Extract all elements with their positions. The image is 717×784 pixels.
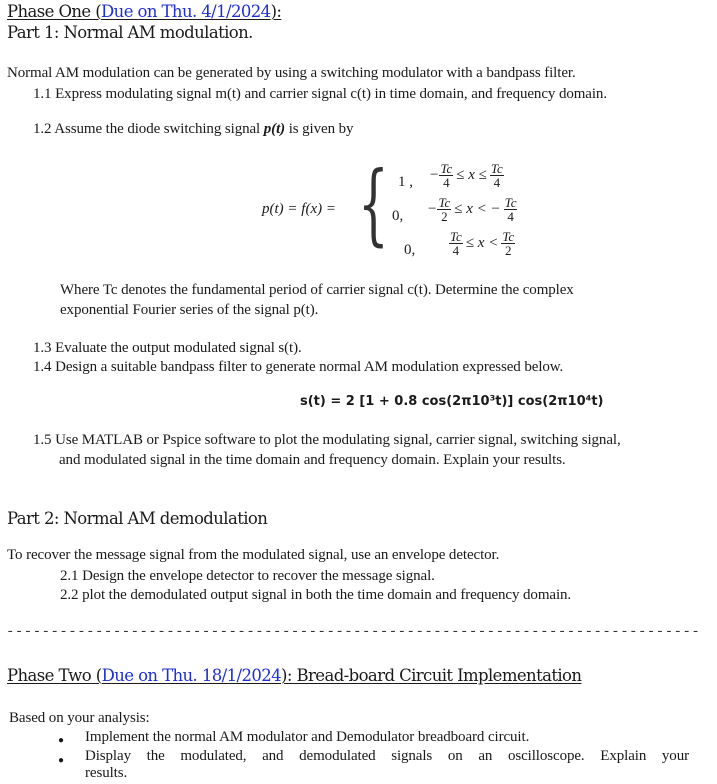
case-value: 0, [392,208,404,224]
fraction-denominator: 4 [493,175,501,190]
fraction [501,230,515,257]
fraction [504,196,518,223]
phase-two-due-date: Due on Thu. 18/1/2024 [101,666,282,685]
part2-intro: To recover the message signal from the modulated signal, use an envelope detector. [7,547,500,563]
equation-brace: { [358,152,389,255]
where-line-2: exponential Fourier series of the signal p(t). [60,302,319,318]
bullet-item-2: Display the modulated, and demodulated signals on an oscilloscope. Explain your [85,748,689,764]
fraction-denominator: 2 [504,243,512,258]
question-1-5-line-1: 1.5 Use MATLAB or Pspice software to plot the modulating signal, carrier signal, switching signal, [33,432,621,448]
case-condition [430,162,505,189]
phase-two-intro: Based on your analysis: [9,710,150,726]
bullet-icon: ● [58,755,65,766]
case-value: 0, [404,242,416,258]
question-1-1: 1.1 Express modulating signal m(t) and carrier signal c(t) in time domain, and frequency domain. [33,86,607,102]
question-2-1: 2.1 Design the envelope detector to recover the message signal. [60,568,435,584]
question-1-2-prefix: 1.2 Assume the diode switching signal [33,121,264,137]
fraction [439,162,453,189]
fraction-denominator: 4 [507,209,514,224]
s-equation: s(t) = 2 [1 + 0.8 cos(2π10³t)] cos(2π10⁴t) [300,394,604,409]
phase-one-heading [7,2,281,21]
where-line-1: Where Tc denotes the fundamental period of carrier signal c(t). Determine the complex [60,282,574,298]
question-1-4: 1.4 Design a suitable bandpass filter to generate normal AM modulation expressed below. [33,359,564,375]
question-2-2: 2.2 plot the demodulated output signal in both the time domain and frequency domain. [60,587,572,603]
dashed-separator: ------------------------------------------------------------------------------ [6,624,701,640]
fraction [490,162,504,189]
phase-one-title-suffix: ): [270,2,282,21]
condition-sign: − [428,200,437,217]
condition-operator: ≤ x < − [454,200,501,217]
fraction-denominator: 4 [452,243,460,258]
fraction-denominator: 4 [443,175,450,190]
part1-intro: Normal AM modulation can be generated by using a switching modulator with a bandpass filter. [7,65,576,81]
question-1-2 [33,121,353,138]
phase-one-title: Phase One ( [7,2,102,21]
case-condition [428,196,518,223]
fraction-numerator: Tc [440,161,453,176]
case-value: 1 , [398,174,413,190]
question-1-5-line-2: and modulated signal in the time domain and frequency domain. Explain your results. [59,452,566,468]
condition-sign: − [430,166,439,183]
part2-title: Part 2: Normal AM demodulation [7,509,268,528]
fraction [449,230,463,257]
fraction [437,196,451,223]
bullet-item-2-continued: results. [85,765,128,781]
question-1-3: 1.3 Evaluate the output modulated signal s(t). [33,340,302,356]
condition-operator: ≤ x < [465,234,499,251]
bullet-icon: ● [58,735,65,746]
fraction-numerator: Tc [504,195,517,210]
part1-title: Part 1: Normal AM modulation. [7,23,253,42]
question-1-2-suffix: is given by [285,121,354,137]
bullet-item-1: Implement the normal AM modulator and Demodulator breadboard circuit. [85,729,530,745]
phase-one-due-date: Due on Thu. 4/1/2024 [101,2,271,21]
fraction-numerator: Tc [450,229,462,244]
case-condition [448,230,516,257]
fraction-numerator: Tc [490,161,503,176]
fraction-numerator: Tc [438,195,451,210]
phase-two-title-suffix: ): Bread-board Circuit Implementation [281,666,582,685]
condition-operator: ≤ x ≤ [456,166,487,183]
equation-lhs: p(t) = f(x) = [262,201,336,217]
question-1-2-variable: p(t) [263,121,286,137]
phase-two-title: Phase Two ( [7,666,102,685]
phase-two-heading [7,666,581,685]
fraction-denominator: 2 [441,209,448,224]
fraction-numerator: Tc [502,229,515,244]
